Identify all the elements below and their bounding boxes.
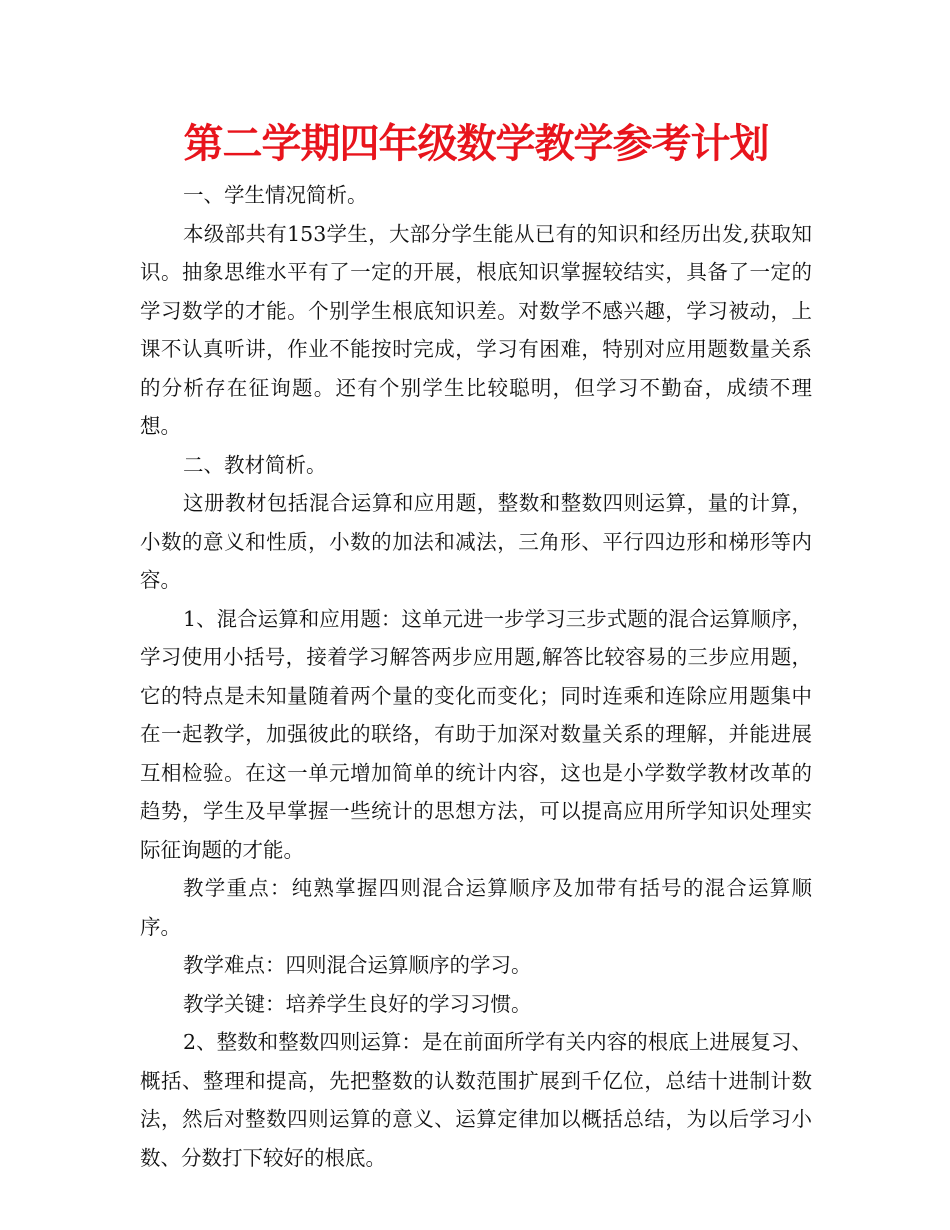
section-heading-textbook-analysis: 二、教材简析。 xyxy=(183,452,327,477)
paragraph-teaching-focus: 教学重点：纯熟掌握四则混合运算顺序及加带有括号的混合运算顺序。 xyxy=(140,876,812,939)
section-heading-student-analysis: 一、学生情况简析。 xyxy=(183,183,368,207)
paragraph-integer-operations: 2、整数和整数四则运算：是在前面所学有关内容的根底上进展复习、概括、整理和提高，先把整数的认数范围扩展到千亿位，总结十进制计数法，然后对整数四则运算的意义、运算定律加以概括总结，为以后学习小数、分数打下较好的根底。 xyxy=(140,1030,812,1170)
paragraph-textbook-contents: 这册教材包括混合运算和应用题，整数和整数四则运算，量的计算，小数的意义和性质，小数的加法和减法，三角形、平行四边形和梯形等内容。 xyxy=(140,491,812,592)
document-page xyxy=(140,118,812,1177)
paragraph-mixed-operations: 1、混合运算和应用题：这单元进一步学习三步式题的混合运算顺序，学习使用小括号，接着学习解答两步应用题,解答比较容易的三步应用题，它的特点是未知量随着两个量的变化而变化；同时连乘和连除应用题集中在一起教学，加强彼此的联络，有助于加深对数量关系的理解，并能进展互相检验。在这一单元增加简单的统计内容，这也是小学数学教材改革的趋势，学生及早掌握一些统计的思想方法，可以提高应用所学知识处理实际征询题的才能。 xyxy=(140,606,812,862)
paragraph-teaching-difficulty: 教学难点：四则混合运算顺序的学习。 xyxy=(183,953,532,977)
paragraph-teaching-key: 教学关键：培养学生良好的学习习惯。 xyxy=(183,991,532,1016)
paragraph-student-analysis: 本级部共有153学生，大部分学生能从已有的知识和经历出发,获取知识。抽象思维水平有了一定的开展，根底知识掌握较结实，具备了一定的学习数学的才能。个别学生根底知识差。对数学不感兴趣，学习被动，上课不认真听讲，作业不能按时完成，学习有困难，特别对应用题数量关系的分析存在征询题。还有个别学生比较聪明，但学习不勤奋，成绩不理想。 xyxy=(140,221,812,438)
document-title: 第二学期四年级数学教学参考计划 xyxy=(183,121,769,167)
